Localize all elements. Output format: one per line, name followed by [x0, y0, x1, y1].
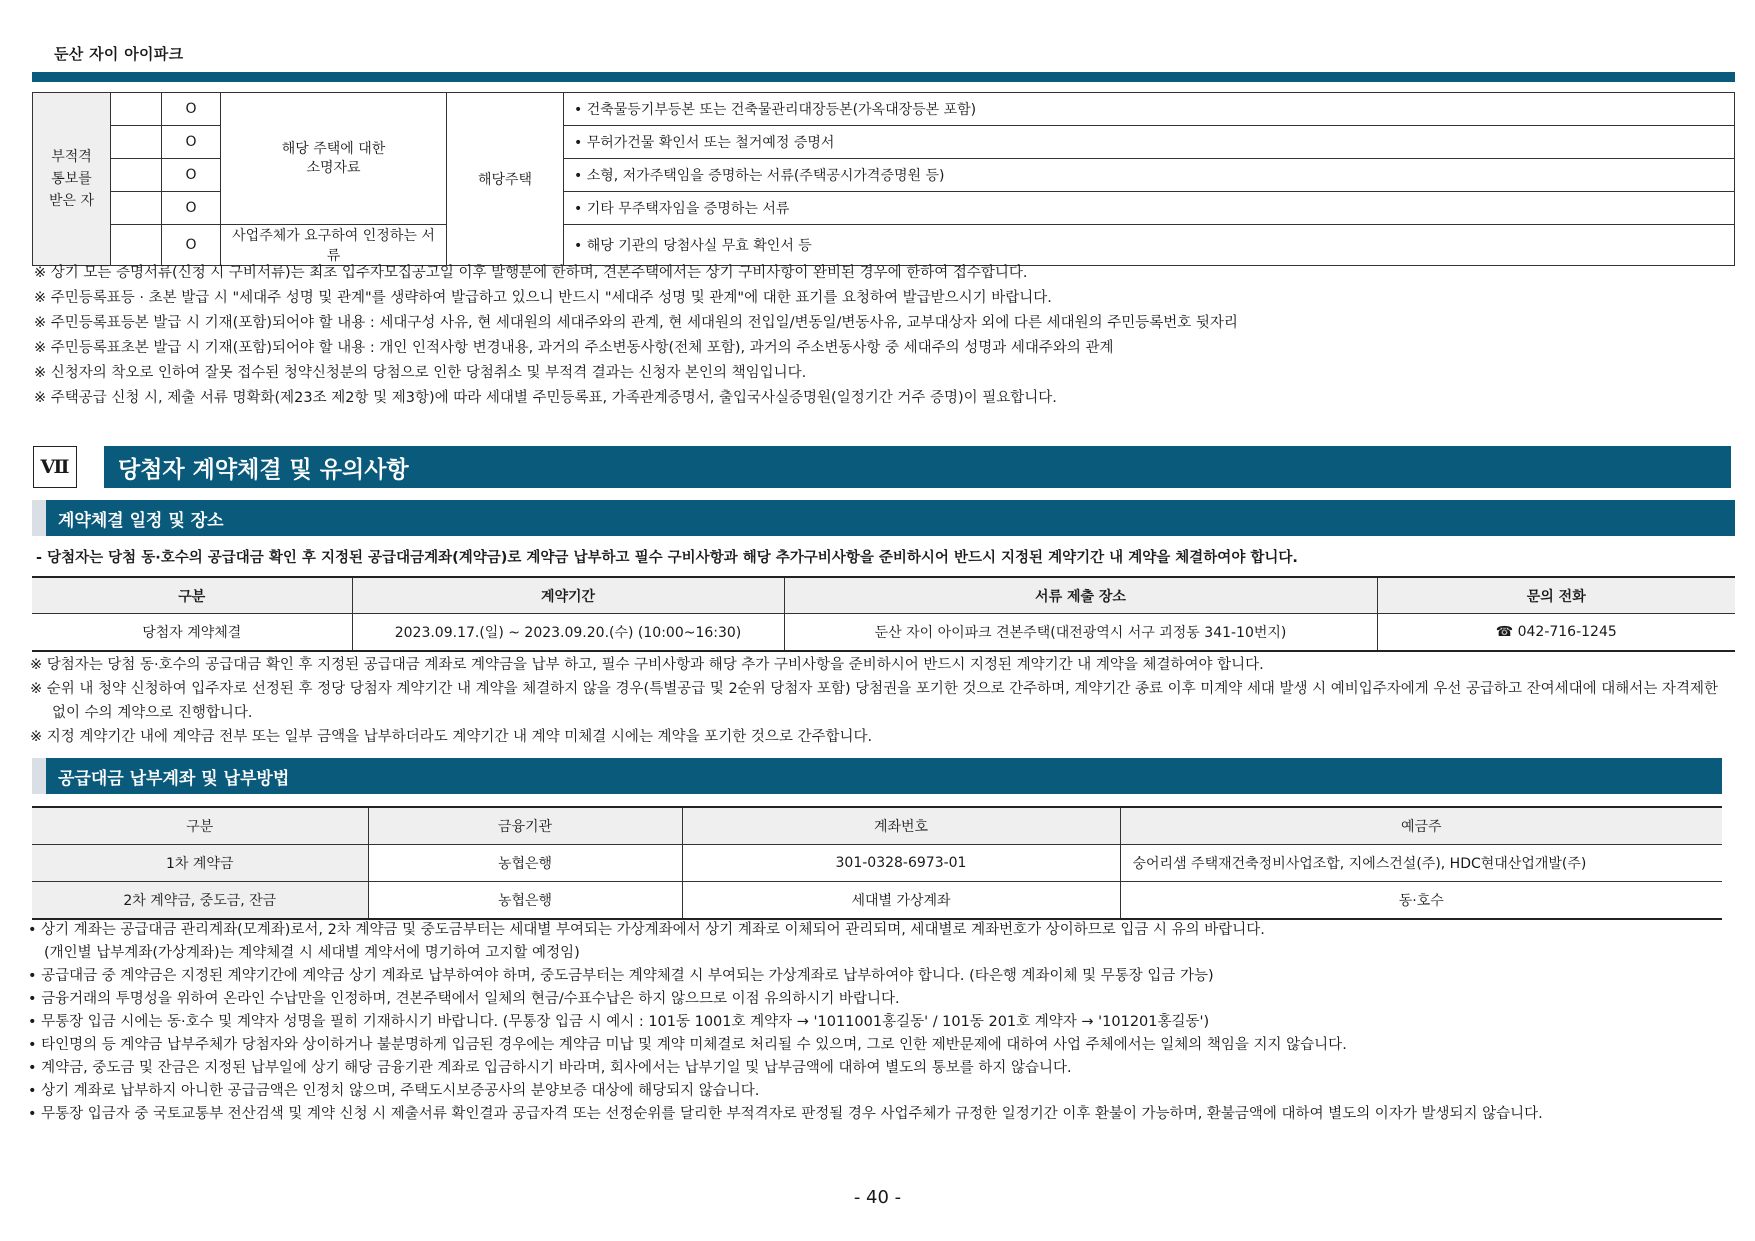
table-cell: 2023.09.17.(일) ~ 2023.09.20.(수) (10:00~16:30)	[352, 614, 784, 652]
detail-cell: • 소형, 저가주택임을 증명하는 서류(주택공시가격증명원 등)	[564, 159, 1735, 192]
bullet-item: • 무통장 입금 시에는 동·호수 및 계약자 성명을 필히 기재하시기 바랍니다. (무통장 입금 시 예시 : 101동 1001호 계약자 → '1011001홍길동' / 101동 201호 계약자 → '101201홍길동')	[28, 1014, 1210, 1030]
bullet-item: • 타인명의 등 계약금 납부주체가 당첨자와 상이하거나 불분명하게 입금된 경우에는 계약금 미납 및 계약 미체결로 처리될 수 있으며, 그로 인한 제반문제에 대하여 사업 주체에서는 일체의 책임을 지지 않습니다.	[28, 1037, 1347, 1053]
col-header: 서류 제출 장소	[784, 577, 1377, 614]
phone-cell: ☎ 042-716-1245	[1377, 614, 1735, 652]
table-cell: 농협은행	[368, 882, 682, 920]
note-line: ※ 당첨자는 당첨 동·호수의 공급대금 확인 후 지정된 공급대금 계좌로 계약금을 납부 하고, 필수 구비사항과 해당 추가 구비사항을 준비하시어 반드시 지정된 계약기간 내 계약을 체결하여야 합니다.	[30, 657, 1264, 673]
detail-cell: • 해당 기관의 당첨사실 무효 확인서 등	[564, 225, 1735, 266]
subsection-title-payment: 공급대금 납부계좌 및 납부방법	[32, 758, 1722, 794]
table-cell: 세대별 가상계좌	[682, 882, 1120, 920]
table-cell: 숭어리샘 주택재건축정비사업조합, 지에스건설(주), HDC현대산업개발(주)	[1120, 845, 1722, 882]
col-header: 예금주	[1120, 807, 1722, 845]
col-header: 문의 전화	[1377, 577, 1735, 614]
bullet-item: • 계약금, 중도금 및 잔금은 지정된 납부일에 상기 해당 금융기관 계좌로 입금하시기 바라며, 회사에서는 납부기일 및 납부금액에 대하여 별도의 통보를 하지 않습니다.	[28, 1060, 1072, 1076]
group-label: 부적격 통보를 받은 자	[33, 93, 111, 266]
mark-cell: O	[162, 192, 221, 225]
col-header: 계좌번호	[682, 807, 1120, 845]
note-line: ※ 주민등록표등본 발급 시 기재(포함)되어야 할 내용 : 세대구성 사유, 현 세대원의 세대주와의 관계, 현 세대원의 전입일/변동일/변동사유, 교부대상자 외에 다른 세대원의 주민등록번호 뒷자리	[34, 315, 1238, 331]
issuer-cell: 해당주택	[447, 93, 564, 266]
document-header-title: 둔산 자이 아이파크	[54, 45, 184, 63]
mark-cell: O	[162, 225, 221, 266]
section-title: 당첨자 계약체결 및 유의사항	[104, 446, 1731, 488]
detail-cell: • 무허가건물 확인서 또는 철거예정 증명서	[564, 126, 1735, 159]
note-line: ※ 신청자의 착오로 인하여 잘못 접수된 청약신청분의 당첨으로 인한 당첨취소 및 부적격 결과는 신청자 본인의 책임입니다.	[34, 365, 807, 381]
subsection-title-contract: 계약체결 일정 및 장소	[32, 500, 1735, 536]
contract-schedule-table	[32, 576, 1735, 652]
table-cell: 둔산 자이 아이파크 견본주택(대전광역시 서구 괴정동 341-10번지)	[784, 614, 1377, 652]
col-header: 계약기간	[352, 577, 784, 614]
table-cell: 당첨자 계약체결	[32, 614, 352, 652]
note-line: ※ 주택공급 신청 시, 제출 서류 명확화(제23조 제2항 및 제3항)에 따라 세대별 주민등록표, 가족관계증명서, 출입국사실증명원(일정기간 거주 증명)이 필요합니다.	[34, 390, 1057, 406]
table-cell: 농협은행	[368, 845, 682, 882]
bullet-item: • 공급대금 중 계약금은 지정된 계약기간에 계약금 상기 계좌로 납부하여야 하며, 중도금부터는 계약체결 시 부여되는 가상계좌로 납부하여야 합니다. (타은행 계좌이체 및 무통장 입금 가능)	[28, 968, 1214, 984]
table-row	[32, 845, 1722, 882]
note-line: ※ 상기 모든 증명서류(신청 시 구비서류)는 최초 입주자모집공고일 이후 발행분에 한하며, 견본주택에서는 상기 구비사항이 완비된 경우에 한하여 접수합니다.	[34, 265, 1028, 281]
bullet-item: • 상기 계좌는 공급대금 관리계좌(모계좌)로서, 2차 계약금 및 중도금부터는 세대별 부여되는 가상계좌에서 상기 계좌로 이체되어 관리되며, 세대별로 계좌번호가 상이하므로 입금 시 유의 바랍니다.	[28, 922, 1265, 938]
table-cell: 2차 계약금, 중도금, 잔금	[32, 882, 368, 920]
note-line: ※ 지정 계약기간 내에 계약금 전부 또는 일부 금액을 납부하더라도 계약기간 내 계약 미체결 시에는 계약을 포기한 것으로 간주합니다.	[30, 729, 873, 745]
bullet-item: • 무통장 입금자 중 국토교통부 전산검색 및 계약 신청 시 제출서류 확인결과 공급자격 또는 선정순위를 달리한 부적격자로 판정될 경우 사업주체가 규정한 일정기간 이후 환불이 가능하며, 환불금액에 대하여 별도의 이자가 발생되지 않습니다.	[28, 1106, 1543, 1122]
contract-notes	[30, 653, 1735, 749]
header-rule	[32, 72, 1735, 82]
table-cell: 301-0328-6973-01	[682, 845, 1120, 882]
mark-cell: O	[162, 93, 221, 126]
table-cell: 1차 계약금	[32, 845, 368, 882]
table-cell: 동·호수	[1120, 882, 1722, 920]
detail-cell: • 기타 무주택자임을 증명하는 서류	[564, 192, 1735, 225]
table-row	[32, 882, 1722, 920]
required-documents-table	[32, 92, 1735, 266]
detail-cell: • 건축물등기부등본 또는 건축물관리대장등본(가옥대장등본 포함)	[564, 93, 1735, 126]
payment-notes	[28, 919, 1736, 1126]
page-number: - 40 -	[853, 1187, 902, 1208]
col-header: 구분	[32, 577, 352, 614]
document-notes	[34, 261, 1734, 411]
note-line: ※ 주민등록표등 · 초본 발급 시 "세대주 성명 및 관계"를 생략하여 발급하고 있으니 반드시 "세대주 성명 및 관계"에 대한 표기를 요청하여 발급받으시기 바랍니다.	[34, 290, 1052, 306]
bullet-subline: (개인별 납부계좌(가상계좌)는 계약체결 시 세대별 계약서에 명기하여 고지할 예정임)	[44, 945, 580, 961]
col-header: 금융기관	[368, 807, 682, 845]
payment-account-table	[32, 806, 1722, 920]
mark-cell: O	[162, 159, 221, 192]
bullet-item: • 상기 계좌로 납부하지 아니한 공급금액은 인정치 않으며, 주택도시보증공사의 분양보증 대상에 해당되지 않습니다.	[28, 1083, 760, 1099]
col-header: 구분	[32, 807, 368, 845]
contract-lead-text: - 당첨자는 당첨 동·호수의 공급대금 확인 후 지정된 공급대금계좌(계약금)로 계약금 납부하고 필수 구비사항과 해당 추가구비사항을 준비하시어 반드시 지정된 계약기간 내 계약을 체결하여야 합니다.	[36, 550, 1298, 566]
doc-name-cell: 해당 주택에 대한 소명자료	[221, 93, 447, 225]
mark-cell: O	[162, 126, 221, 159]
section-number: Ⅶ	[33, 446, 77, 488]
note-line: ※ 순위 내 청약 신청하여 입주자로 선정된 후 정당 당첨자 계약기간 내 계약을 체결하지 않을 경우(특별공급 및 2순위 당첨자 포함) 당첨권을 포기한 것으로 간주하며, 계약기간 종료 이후 미계약 세대 발생 시 예비입주자에게 우선 공급하고 잔여세대에 대해서는 자격제한 없이 수의 계약으로 진행합니다.	[30, 681, 1718, 721]
note-line: ※ 주민등록표초본 발급 시 기재(포함)되어야 할 내용 : 개인 인적사항 변경내용, 과거의 주소변동사항(전체 포함), 과거의 주소변동사항 중 세대주의 성명과 세대주와의 관계	[34, 340, 1114, 356]
bullet-item: • 금융거래의 투명성을 위하여 온라인 수납만을 인정하며, 견본주택에서 일체의 현금/수표수납은 하지 않으므로 이점 유의하시기 바랍니다.	[28, 991, 900, 1007]
doc-name-cell: 사업주체가 요구하여 인정하는 서류	[221, 225, 447, 266]
